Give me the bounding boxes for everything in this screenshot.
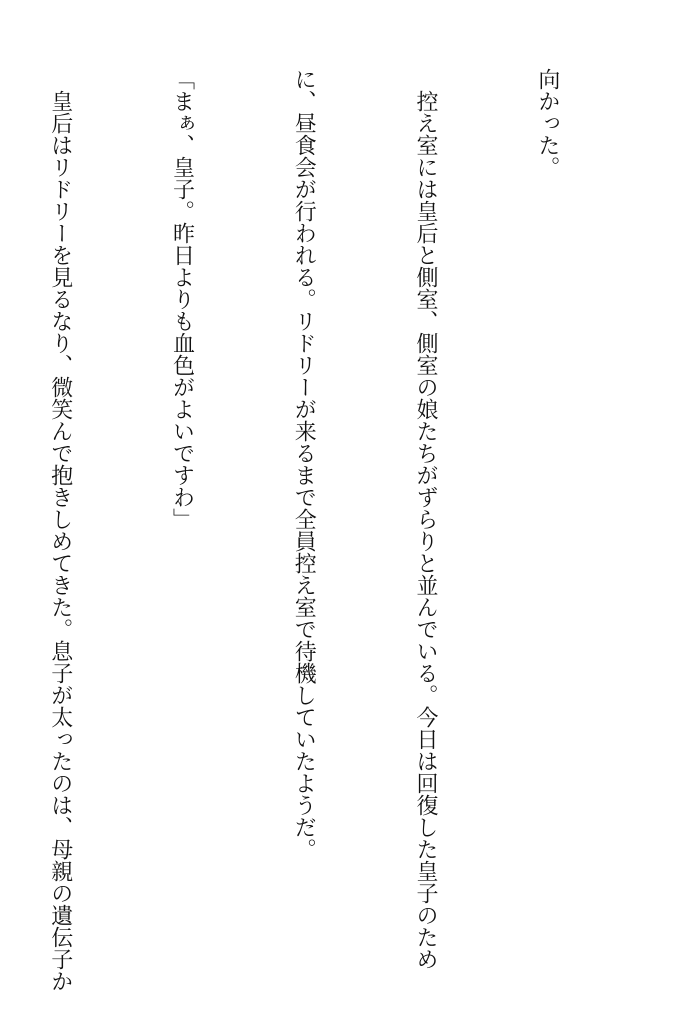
text-line: 向かった。 (534, 68, 560, 178)
text-line: に、昼食会が行われる。リドリーが来るまで全員控え室で待機していたようだ。 (291, 68, 317, 860)
text-line: 皇后はリドリーを見るなり、微笑んで抱きしめてきた。息子が太ったのは、母親の遺伝子か (47, 68, 73, 992)
vertical-text-block (0, 68, 648, 992)
text-line: 控え室には皇后と側室、側室の娘たちがずらりと並んでいる。今日は回復した皇子のため (413, 68, 439, 970)
text-line: 「まぁ、皇子。昨日よりも血色がよいですわ」 (169, 68, 195, 530)
